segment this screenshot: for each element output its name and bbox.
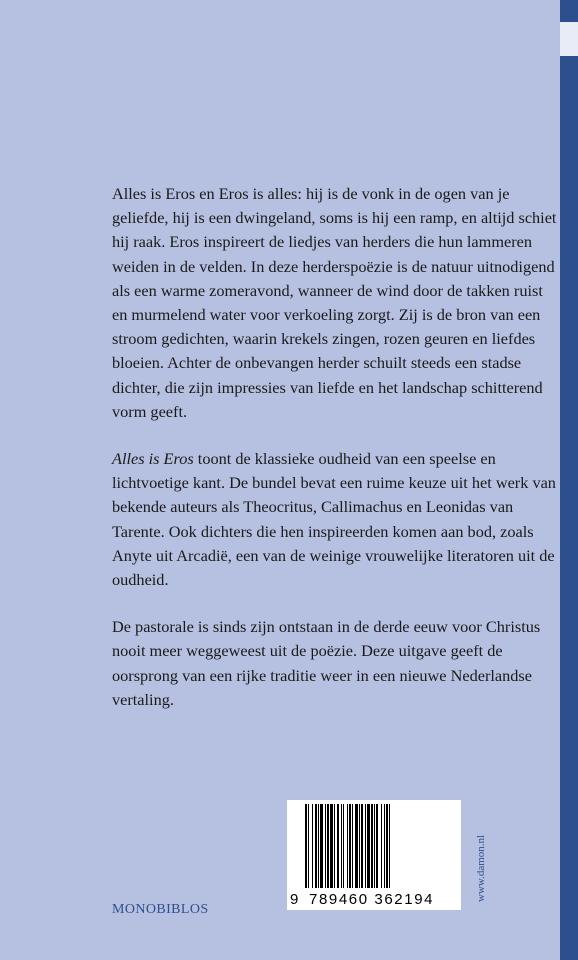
isbn-remaining-digits: 789460 362194 [309,891,435,908]
spine-label [560,22,578,56]
book-spine [560,0,578,960]
blurb-paragraph-2-text: toont de klassieke oudheid van een speelse en lichtvoetige kant. De bundel bevat een ruime keuze uit het werk van bekende auteurs als Theocritus, Callimachus en Leonidas van Tarente. Ook dichters die hen inspireerden komen aan bod, zoals Anyte uit Arcadië, een van de weinige vrouwelijke literatoren uit de oudheid. [112,449,556,590]
publisher-website: www.damon.nl [475,834,487,902]
series-name: MONOBIBLOS [112,902,209,917]
book-title: Alles is Eros [112,449,194,469]
blurb-paragraph-1: Alles is Eros en Eros is alles: hij is de vonk in de ogen van je geliefde, hij is een dwingeland, soms is hij een ramp, en altijd schiet hij raak. Eros inspireert de liedjes van herders die hun lammeren weiden in de velden. In deze herderspoëzie is de natuur uitnodigend als een warme zomeravond, wanneer de wind door de takken ruist en murmelend water voor verkoeling zorgt. Zij is de bron van een stroom gedichten, waarin krekels zingen, rozen geuren en liefdes bloeien. Achter de onbevangen herder schuilt steeds een stadse dichter, die zijn impressies van liefde en het landschap schitterend vorm geeft. [112,184,557,421]
isbn-number [287,890,461,910]
blurb-paragraph-3: De pastorale is sinds zijn ontstaan in de derde eeuw voor Christus nooit meer weggeweest uit de poëzie. Deze uitgave geeft de oorsprong van een rijke traditie weer in een nieuwe Nederlandse vertaling. [112,617,541,709]
isbn-first-digit: 9 [290,891,300,908]
blurb-paragraph-2 [112,447,557,592]
back-cover-text [112,182,557,735]
isbn-barcode [287,800,461,910]
